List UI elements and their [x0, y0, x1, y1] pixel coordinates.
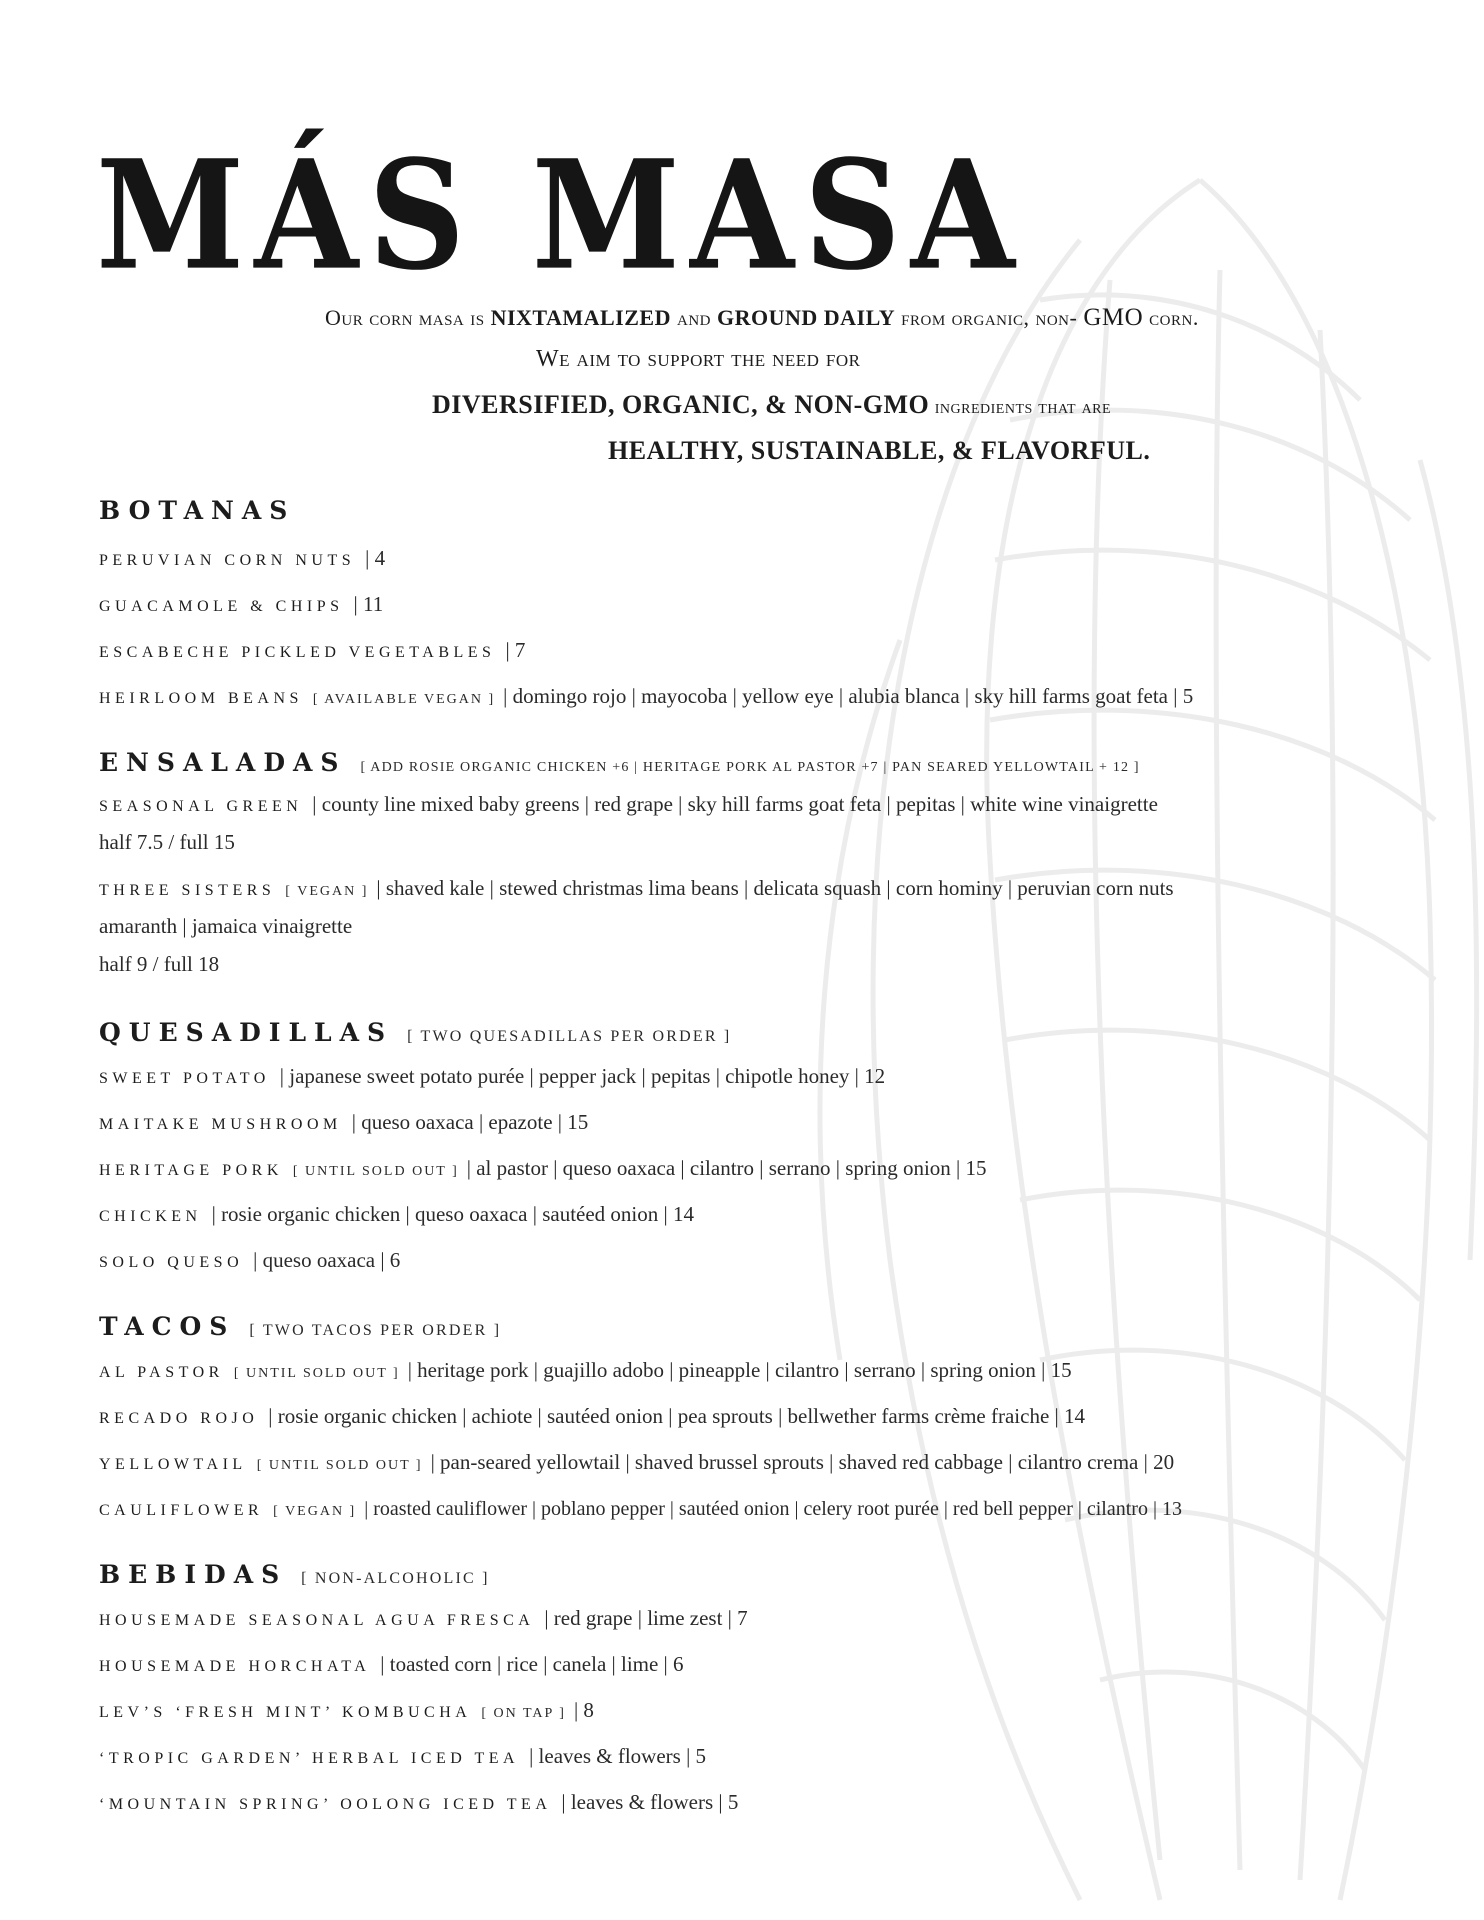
item-name: SWEET POTATO	[99, 1070, 270, 1087]
item-description: | japanese sweet potato purée | pepper jack | pepitas | chipotle honey | 12	[279, 1064, 886, 1088]
section-title: BOTANAS	[99, 496, 296, 525]
intro-emphasis: GROUND DAILY	[716, 305, 896, 330]
item-description: | domingo rojo | mayocoba | yellow eye | alubia blanca | sky hill farms goat feta | 5	[503, 684, 1194, 708]
menu-item	[99, 1156, 987, 1181]
item-name: HERITAGE PORK	[99, 1162, 283, 1179]
item-name: HOUSEMADE SEASONAL AGUA FRESCA	[99, 1612, 535, 1629]
intro-line-2: We aim to support the need for	[536, 346, 861, 372]
intro-emphasis: NIXTAMALIZED	[490, 305, 671, 330]
section-note: [ TWO QUESADILLAS PER ORDER ]	[407, 1028, 732, 1045]
item-description: | 11	[353, 592, 384, 616]
menu-item	[99, 1606, 748, 1631]
item-description: | leaves & flowers | 5	[561, 1790, 739, 1814]
menu-item	[99, 1496, 1182, 1521]
menu-item	[99, 1110, 588, 1135]
menu-item	[99, 1248, 400, 1273]
item-description: | al pastor | queso oaxaca | cilantro | serrano | spring onion | 15	[466, 1156, 987, 1180]
intro-emphasis: DIVERSIFIED, ORGANIC, & NON-GMO	[432, 390, 930, 419]
section-note: [ ADD ROSIE ORGANIC CHICKEN +6 | HERITAGE PORK AL PASTOR +7 | PAN SEARED YELLOWTAIL + 12 ]	[360, 760, 1140, 775]
item-name: YELLOWTAIL	[99, 1456, 247, 1473]
item-price: half 7.5 / full 15	[99, 830, 235, 854]
intro-text: Our corn masa is	[325, 305, 491, 330]
intro-line-4: HEALTHY, SUSTAINABLE, & FLAVORFUL.	[608, 436, 1151, 465]
item-name: AL PASTOR	[99, 1364, 224, 1381]
menu-item	[99, 638, 525, 663]
menu-item	[99, 1404, 1085, 1429]
item-description-continued: amaranth | jamaica vinaigrette	[99, 914, 353, 938]
menu-item	[99, 1064, 885, 1089]
item-note: [ UNTIL SOLD OUT ]	[233, 1366, 400, 1381]
item-description: | heritage pork | guajillo adobo | pineapple | cilantro | serrano | spring onion | 15	[407, 1358, 1072, 1382]
intro-line-3	[432, 390, 1111, 420]
section-title: BEBIDAS	[99, 1560, 288, 1589]
item-description: | 7	[505, 638, 526, 662]
item-name: GUACAMOLE & CHIPS	[99, 598, 344, 615]
item-description: | rosie organic chicken | achiote | sautéed onion | pea sprouts | bellwether farms crème fraiche | 14	[268, 1404, 1085, 1428]
item-price: half 9 / full 18	[99, 952, 220, 976]
menu-item	[99, 1202, 694, 1227]
item-description: | toasted corn | rice | canela | lime | 6	[380, 1652, 684, 1676]
intro-text: and	[670, 305, 717, 330]
menu-item	[99, 592, 383, 617]
item-note: [ VEGAN ]	[273, 1504, 357, 1519]
item-description: | 8	[573, 1698, 594, 1722]
item-name: PERUVIAN CORN NUTS	[99, 552, 356, 569]
item-name: SEASONAL GREEN	[99, 798, 303, 815]
restaurant-title: MÁS MASA	[96, 126, 1025, 304]
item-name: MAITAKE MUSHROOM	[99, 1116, 342, 1133]
section-title: QUESADILLAS	[99, 1018, 394, 1047]
menu-item	[99, 1698, 594, 1723]
section-title: TACOS	[99, 1312, 236, 1341]
intro-line-1	[325, 304, 1199, 332]
section-heading-ensaladas	[99, 748, 1140, 777]
section-note: [ NON-ALCOHOLIC ]	[301, 1570, 490, 1587]
section-heading-bebidas	[99, 1560, 490, 1589]
item-name: CHICKEN	[99, 1208, 202, 1225]
item-name: HEIRLOOM BEANS	[99, 690, 303, 707]
menu-item	[99, 684, 1193, 709]
intro-text: ingredients that are	[929, 396, 1112, 418]
item-name: ‘MOUNTAIN SPRING’ OOLONG ICED TEA	[99, 1796, 552, 1813]
item-description: | leaves & flowers | 5	[529, 1744, 707, 1768]
menu-item	[99, 1652, 684, 1677]
intro-emphasis: GMO	[1083, 304, 1144, 331]
item-description: | 4	[365, 546, 386, 570]
intro-text: from organic, non-	[895, 305, 1084, 330]
item-name: LEV’S ‘FRESH MINT’ KOMBUCHA	[99, 1704, 472, 1721]
item-description: | red grape | lime zest | 7	[544, 1606, 748, 1630]
item-name: RECADO ROJO	[99, 1410, 259, 1427]
item-note: [ ON TAP ]	[481, 1706, 566, 1721]
menu-item	[99, 1358, 1072, 1383]
item-name: HOUSEMADE HORCHATA	[99, 1658, 371, 1675]
item-note: [ AVAILABLE VEGAN ]	[312, 692, 496, 707]
item-name: CAULIFLOWER	[99, 1502, 264, 1519]
intro-text: corn.	[1143, 305, 1199, 330]
item-description: | pan-seared yellowtail | shaved brussel sprouts | shaved red cabbage | cilantro crema | 20	[430, 1450, 1175, 1474]
menu-item	[99, 1790, 738, 1815]
item-note: [ VEGAN ]	[285, 884, 369, 899]
item-name: SOLO QUESO	[99, 1254, 244, 1271]
menu-item	[99, 792, 1158, 817]
menu-item	[99, 1744, 706, 1769]
section-heading-quesadillas	[99, 1018, 731, 1047]
item-description: | county line mixed baby greens | red grape | sky hill farms goat feta | pepitas | white wine vinaigrette	[312, 792, 1158, 816]
item-name: ‘TROPIC GARDEN’ HERBAL ICED TEA	[99, 1750, 520, 1767]
item-description: | queso oaxaca | epazote | 15	[351, 1110, 589, 1134]
menu-item	[99, 876, 1174, 901]
section-note: [ TWO TACOS PER ORDER ]	[249, 1322, 502, 1339]
menu-item	[99, 546, 385, 571]
item-note: [ UNTIL SOLD OUT ]	[256, 1458, 423, 1473]
section-heading-tacos	[99, 1312, 501, 1341]
section-heading-botanas	[99, 496, 295, 525]
item-description: | shaved kale | stewed christmas lima beans | delicata squash | corn hominy | peruvian corn nuts	[376, 876, 1174, 900]
item-name: THREE SISTERS	[99, 882, 276, 899]
section-title: ENSALADAS	[99, 748, 347, 777]
item-note: [ UNTIL SOLD OUT ]	[292, 1164, 459, 1179]
menu-item	[99, 1450, 1174, 1475]
item-description: | rosie organic chicken | queso oaxaca | sautéed onion | 14	[211, 1202, 694, 1226]
item-name: ESCABECHE PICKLED VEGETABLES	[99, 644, 496, 661]
item-description: | queso oaxaca | 6	[253, 1248, 401, 1272]
item-description: | roasted cauliflower | poblano pepper | sautéed onion | celery root purée | red bell pepper | cilantro | 13	[364, 1498, 1182, 1520]
